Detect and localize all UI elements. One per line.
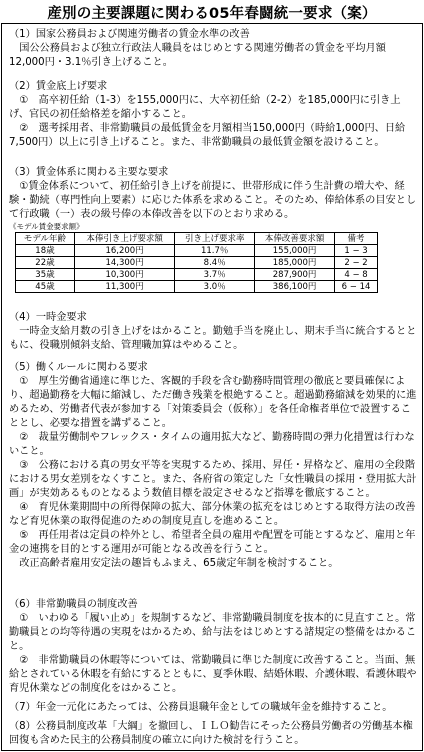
table-cell: 3.0％ [175,281,255,293]
section-6-item-1: ① いわゆる「履い止め」を規制するなど、非常勤職員制度を抜本的に見直すこと。常勤職員との均等待遇の実現をはかるため、給与法をはじめとする諸規定の整備をはかること。 [9,613,417,652]
table-row [16,269,378,281]
section-3-body: ①賃金体系について、初任給引き上げを前提に、世帯形成に伴う生計費の増大や、経験・勤続（専門性向上要素）に応じた体系を求めること。そのため、俸給体系の目安として行政職（一）表の級号俸の本俸改善を以下のとおり求める。 [9,181,417,220]
section-5-item-2: ② 裁量労働制やフレックス・タイムの適用拡大など、勤務時間の弾力化措置は行わないこと。 [9,432,415,457]
table-cell: 10,300円 [74,269,174,281]
model-wage-table [15,232,378,293]
table-cell: 16,200円 [74,245,174,257]
table-row [16,245,378,257]
section-5-item-3: ③ 公務における真の男女平等を実現するため、採用、昇任・昇格など、雇用の全段階における男女差別をなくすこと。また、各府省の策定した「女性職員の採用・登用拡大計画」が実効あるものとなるよう数値目標を設定させるなど指導を徹底すること。 [9,460,417,499]
section-2-heading: （2）賃金底上げ要求 [9,81,108,92]
table-cell: 386,100円 [255,281,335,293]
section-8-body: （8）公務員制度改革「大綱」を撤回し、ＩＬＯ勧告にそった公務員労働者の労働基本権回復も含めた民主的公務員制度の確立に向けた検討を行うこと。 [9,721,413,746]
content-frame [1,23,423,751]
table-cell: 155,000円 [255,245,335,257]
table-cell: 8.4％ [175,257,255,269]
section-2-item-2: ② 選考採用者、非常勤職員の最低賃金を月額相当150,000円（時給1,000円、日給7,500円）以上に引き上げること。また、非常勤職員の最低賃金額を設けること。 [9,123,406,148]
table-row [16,281,378,293]
section-2 [9,80,419,150]
table-cell: 11,300円 [74,281,174,293]
section-5-item-1: ① 厚生労働省通達に準じた、客観的手段を含む勤務時間管理の徹底と要員確保により、超過勤務を大幅に縮減し、ただ働き残業を根絶すること。超過勤務縮減を効果的に進めるため、労働者代表が参加する「対策委員会（仮称）」を各任命権者単位で設置することとし、必要な措置を講ずること。 [9,376,417,429]
table-cell: 22歳 [16,257,75,269]
table-cell: 185,000円 [255,257,335,269]
section-6-heading: （6）非常勤職員の制度改善 [9,599,138,610]
section-4 [9,311,419,353]
section-3 [9,166,419,293]
table-header-cell: 備考 [335,233,378,245]
section-6 [9,598,419,696]
section-7-body: （7）年金一元化にあたっては、公務員退職年金としての職域年金を維持すること。 [9,702,393,713]
table-caption: 《モデル賃金要求額》 [9,222,84,231]
section-4-heading: （4）一時金要求 [9,312,87,323]
table-header-cell: モデル年齢 [16,233,75,245]
table-cell: 35歳 [16,269,75,281]
table-header-cell: 本俸引き上げ要求額 [74,233,174,245]
table-header-row [16,233,378,245]
table-cell: 14,300円 [74,257,174,269]
section-1 [9,28,419,70]
section-5-item-5: ⑤ 再任用者は定員の枠外とし、希望者全員の雇用や配置を可能とするなど、雇用と年金の連携を目的とする運用が可能となる改善を行うこと。 [9,530,416,555]
table-cell: 18歳 [16,245,75,257]
table-cell: 1 − 3 [335,245,378,257]
section-7 [9,701,419,715]
table-cell: 4 − 8 [335,269,378,281]
table-header-cell: 引き上げ要求率 [175,233,255,245]
table-cell: 11.7％ [175,245,255,257]
section-3-heading: （3）賃金体系に関わる主要な要求 [9,167,169,178]
section-1-heading: （1）国家公務員および関連労働者の賃金水準の改善 [9,29,250,40]
section-8 [9,720,419,748]
table-cell: 2 − 2 [335,257,378,269]
table-cell: 3.7％ [175,269,255,281]
table-cell: 6 − 14 [335,281,378,293]
page-title: 産別の主要課題に関わる05年春闘統一要求（案） [47,6,377,22]
section-5 [9,361,419,571]
section-2-item-1: ① 高卒初任給（1-3）を155,000円に、大卒初任給（2-2）を185,000円に引き上げ、官民の初任給格差を縮小すること。 [9,95,401,120]
section-6-item-2: ② 非常勤職員の休暇等については、常勤職員に準じた制度に改善すること。当面、無給とされている休暇を有給にするとともに、夏季休暇、結婚休暇、介護休暇、看護休暇や育児休業などの制度化をはかること。 [9,655,417,694]
section-4-body: 一時金支給月数の引き上げをはかること。勤勉手当を廃止し、期末手当に統合するとともに、役職別傾斜支給、管理職加算はやめること。 [9,326,417,351]
table-cell: 45歳 [16,281,75,293]
section-5-item-6: 改正高齢者雇用安定法の趣旨もふまえ、65歳定年制を検討すること。 [19,558,339,569]
section-5-item-4: ④ 育児休業期間中の所得保障の拡大、部分休業の拡充をはじめとする取得方法の改善など育児休業の取得促進のための制度見直しを進めること。 [9,502,416,527]
table-header-cell: 本俸改善要求額 [255,233,335,245]
section-1-body: 国公公務員および独立行政法人職員をはじめとする関連労働者の賃金を平均月額12,000円・3.1％引き上げること。 [9,43,386,68]
table-cell: 287,900円 [255,269,335,281]
table-row [16,257,378,269]
section-5-heading: （5）働くルールに関わる要求 [9,362,148,373]
